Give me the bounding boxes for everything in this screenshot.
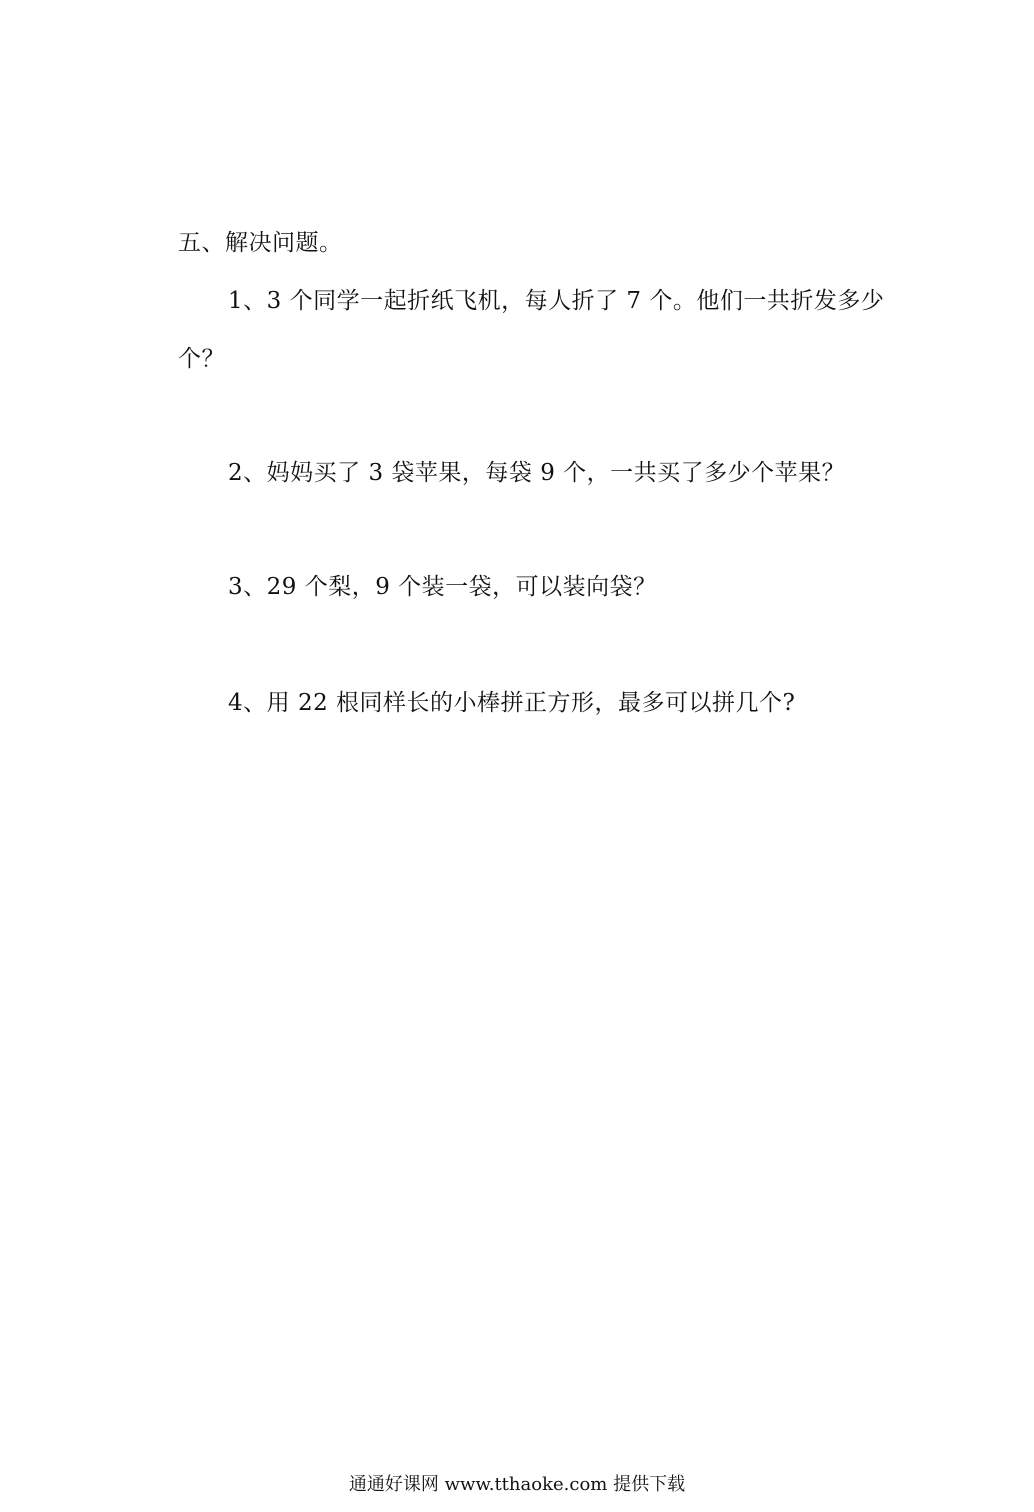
page-footer: 通通好课网 www.tthaoke.com 提供下载 xyxy=(348,1474,686,1495)
question-3: 3、29 个梨，9 个装一袋，可以装向袋？ xyxy=(228,574,657,600)
question-1-line-1: 1、3 个同学一起折纸飞机，每人折了 7 个。他们一共折发多少 xyxy=(228,288,885,314)
section-heading: 五、解决问题。 xyxy=(178,230,343,256)
question-2: 2、妈妈买了 3 袋苹果，每袋 9 个，一共买了多少个苹果？ xyxy=(228,460,846,486)
question-1-line-2: 个？ xyxy=(178,346,225,372)
question-4: 4、用 22 根同样长的小棒拼正方形，最多可以拼几个? xyxy=(228,690,796,716)
